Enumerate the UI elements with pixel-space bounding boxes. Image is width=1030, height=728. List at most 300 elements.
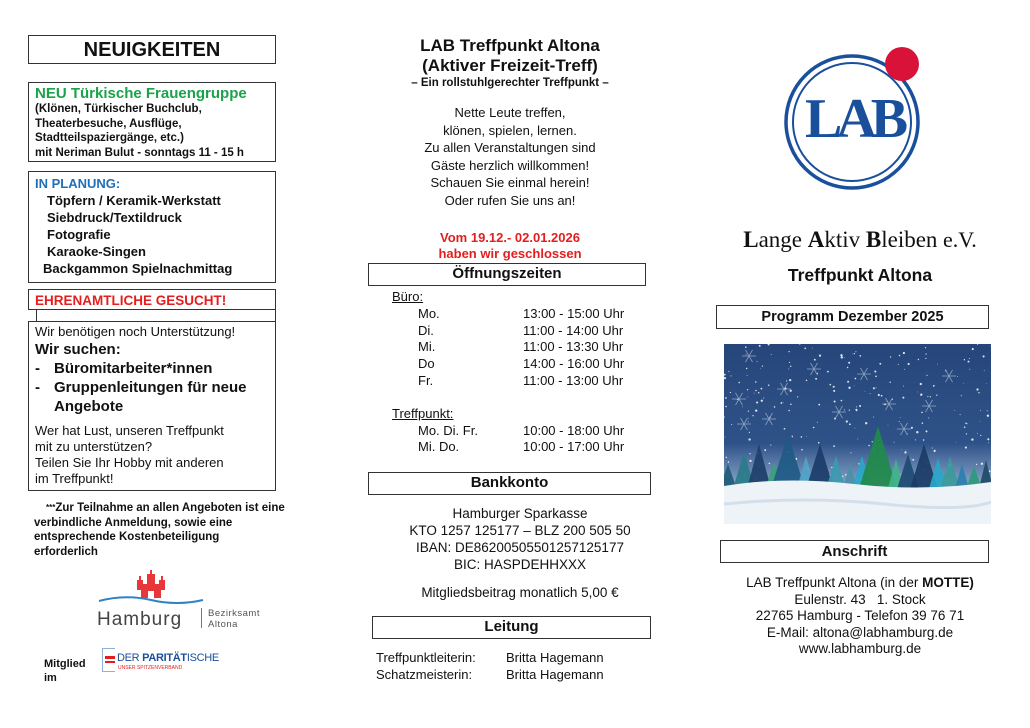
snow-dot (937, 364, 938, 365)
management-name: Britta Hagemann (506, 666, 604, 682)
snow-dot (762, 366, 763, 367)
bank-line: BIC: HASPDEHHXXX (453, 557, 587, 572)
meeting-label: Treffpunkt: (392, 405, 454, 421)
snow-dot (774, 406, 776, 408)
snow-dot (915, 439, 916, 440)
snow-dot (833, 390, 835, 392)
management-row (376, 650, 656, 667)
snow-dot (906, 450, 907, 451)
snow-dot (873, 417, 874, 418)
snow-dot (725, 397, 727, 399)
snow-dot (878, 394, 880, 396)
org-initial: L (743, 227, 759, 252)
location-title: Treffpunkt Altona (787, 265, 933, 285)
snow-dot (829, 470, 830, 471)
snow-dot (789, 362, 790, 363)
snow-dot (813, 427, 815, 429)
snow-dot (754, 393, 755, 394)
snow-dot (857, 438, 858, 439)
snow-dot (747, 375, 748, 376)
volunteers-seeking: Wir suchen: (35, 341, 121, 358)
snow-dot (923, 439, 925, 441)
snow-dot (904, 369, 905, 370)
snow-dot (933, 385, 935, 387)
snow-dot (965, 447, 967, 449)
page-title: LAB Treffpunkt Altona (420, 36, 600, 55)
volunteers-outro: im Treffpunkt! (35, 471, 114, 486)
snow-dot (976, 388, 978, 390)
snow-dot (987, 415, 989, 417)
snow-dot (925, 353, 926, 354)
hours-row (392, 356, 652, 373)
website-link[interactable]: www.labhamburg.de (798, 641, 922, 657)
snow-dot (834, 400, 836, 402)
snow-dot (898, 364, 899, 365)
snow-dot (783, 402, 784, 403)
snow-dot (865, 391, 866, 392)
snow-dot (964, 426, 966, 428)
hamburg-bezirksamt-logo (95, 570, 275, 630)
winter-forest-illustration (724, 344, 991, 524)
logo-divider (201, 608, 202, 628)
snow-dot (730, 392, 731, 393)
snow-dot (911, 459, 912, 460)
snow-dot (848, 387, 850, 389)
snow-dot (988, 442, 989, 443)
snow-dot (977, 433, 978, 434)
snow-dot (925, 358, 926, 359)
bank-line: Hamburger Sparkasse (452, 506, 588, 521)
snow-dot (925, 347, 926, 348)
snow-dot (847, 381, 849, 383)
hours-day: Mo. (418, 305, 440, 321)
turkish-group-line: mit Neriman Bulut - sonntags 11 - 15 h (35, 146, 244, 159)
snow-dot (748, 397, 749, 398)
snow-dot (725, 437, 726, 438)
hours-row (392, 373, 652, 390)
snow-dot (768, 385, 769, 386)
planning-item: Backgammon Spielnachmittag (43, 261, 233, 276)
snow-dot (849, 423, 851, 425)
bank-heading: Bankkonto (368, 472, 651, 495)
snow-dot (728, 461, 729, 462)
office-label: Büro: (392, 289, 424, 304)
snow-dot (763, 397, 764, 398)
address-line (700, 575, 1020, 592)
address-motte: MOTTE) (922, 575, 974, 590)
snow-dot (956, 442, 957, 443)
snow-dot (899, 421, 900, 422)
snow-dot (858, 463, 859, 464)
snow-dot (900, 417, 901, 418)
program-heading: Programm Dezember 2025 (716, 305, 989, 329)
volunteers-bullet (35, 359, 269, 378)
snow-dot (966, 423, 967, 424)
snow-dot (976, 464, 977, 465)
organization-name (700, 226, 1020, 254)
snow-dot (728, 462, 729, 463)
snow-dot (731, 424, 732, 425)
snow-dot (872, 441, 873, 442)
org-word: ange (758, 227, 808, 252)
address-heading: Anschrift (720, 540, 989, 563)
snow-dot (846, 420, 848, 422)
hours-time: 14:00 - 16:00 Uhr (523, 356, 625, 372)
closure-line: haben wir geschlossen (438, 246, 582, 261)
snow-dot (742, 407, 743, 408)
volunteers-box (28, 321, 276, 491)
snow-dot (903, 386, 904, 387)
closure-line: Vom 19.12.- 02.01.2026 (440, 230, 580, 245)
snow-dot (936, 395, 937, 396)
planning-item: Karaoke-Singen (47, 244, 146, 259)
address-line: Eulenstr. 43 1. Stock (794, 591, 926, 607)
snow-dot (769, 463, 771, 465)
snow-dot (788, 368, 789, 369)
member-label (44, 657, 86, 685)
snow-dot (833, 386, 835, 388)
paritaetische-logo (102, 648, 232, 674)
address-line: 22765 Hamburg - Telefon 39 76 71 (755, 608, 965, 624)
snow-dot (945, 369, 946, 370)
snow-dot (755, 409, 757, 411)
wordmark-part: PARITÄT (142, 652, 187, 664)
winter-forest-image (724, 344, 991, 524)
bank-line: IBAN: DE86200505501257125177 (416, 540, 624, 555)
lab-logo (780, 44, 930, 194)
hours-row (392, 339, 652, 356)
snow-dot (926, 430, 928, 432)
volunteers-outro: Wer hat Lust, unseren Treffpunkt (35, 423, 224, 438)
snow-dot (764, 449, 766, 451)
snow-dot (818, 404, 820, 406)
snow-dot (978, 392, 979, 393)
org-initial: B (865, 227, 882, 252)
note-line: verbindliche Anmeldung, sowie eine (34, 516, 233, 529)
org-word: ktiv (824, 227, 866, 252)
snow-dot (852, 354, 853, 355)
snow-dot (724, 374, 726, 376)
snow-dot (815, 378, 817, 380)
management-row (376, 667, 656, 684)
snow-dot (759, 345, 761, 347)
bank-details (360, 505, 680, 601)
snow-dot (961, 395, 962, 396)
welcome-line: Schauen Sie einmal herein! (430, 175, 590, 190)
snow-dot (901, 449, 902, 450)
snow-dot (814, 359, 816, 361)
snow-dot (818, 442, 820, 444)
bullet-text: Büromitarbeiter*innen (54, 360, 213, 377)
note-asterisks: *** (46, 503, 56, 512)
turkish-group-box (28, 82, 276, 162)
management-heading: Leitung (372, 616, 651, 639)
snow-dot (856, 406, 857, 407)
hours-day: Mi. Do. (418, 439, 460, 455)
snow-dot (969, 358, 970, 359)
snow-dot (731, 375, 732, 376)
planning-box (28, 171, 276, 283)
snow-dot (844, 409, 845, 410)
hours-day: Di. (418, 322, 434, 338)
turkish-group-line: (Klönen, Türkischer Buchclub, (35, 103, 202, 115)
management-name: Britta Hagemann (506, 650, 604, 665)
snow-dot (894, 442, 895, 443)
volunteers-intro: Wir benötigen noch Unterstützung! (35, 324, 236, 339)
bullet-dash: - (35, 379, 40, 396)
snow-dot (971, 438, 973, 440)
snow-dot (855, 428, 856, 429)
snow-dot (922, 422, 924, 424)
org-suffix: e.V. (937, 227, 977, 252)
snow-dot (856, 410, 858, 412)
snow-dot (907, 433, 908, 434)
turkish-group-line: Theaterbesuche, Ausflüge, (35, 117, 182, 130)
snow-dot (726, 457, 727, 458)
management-role: Schatzmeisterin: (376, 666, 473, 682)
snow-dot (806, 436, 807, 437)
snow-dot (921, 412, 923, 414)
member-line: im (44, 672, 57, 684)
snow-dot (827, 371, 829, 373)
snow-dot (964, 359, 965, 360)
hours-day: Mo. Di. Fr. (418, 422, 478, 438)
snow-dot (745, 346, 747, 348)
snow-dot (847, 367, 848, 368)
snow-dot (868, 445, 870, 447)
planning-item: Siebdruck/Textildruck (47, 210, 182, 225)
snow-dot (757, 361, 758, 362)
member-line: Mitglied (44, 658, 86, 670)
welcome-line: Oder rufen Sie uns an! (444, 192, 576, 208)
snow-dot (817, 422, 818, 423)
welcome-line: Nette Leute treffen, (454, 105, 566, 120)
snow-dot (854, 353, 855, 354)
snow-dot (848, 362, 850, 364)
snow-dot (755, 390, 756, 391)
snow-dot (920, 383, 922, 385)
snow-dot (954, 410, 955, 411)
snow-dot (916, 431, 918, 433)
intro-section (360, 36, 660, 209)
hours-time: 11:00 - 13:00 Uhr (523, 372, 624, 388)
snow-dot (789, 379, 791, 381)
note-line: Zur Teilnahme an allen Angeboten ist eine (55, 502, 285, 514)
planning-item: Fotografie (47, 227, 111, 242)
snow-dot (984, 370, 985, 371)
hours-day: Mi. (418, 339, 436, 355)
hours-time: 13:00 - 15:00 Uhr (523, 305, 625, 321)
snow-dot (968, 361, 970, 363)
snow-dot (903, 352, 905, 354)
snow-dot (926, 375, 927, 376)
snow-dot (841, 356, 843, 358)
snow-dot (797, 396, 798, 397)
snow-dot (801, 436, 803, 438)
accessibility-note: – Ein rollstuhlgerechter Treffpunkt – (411, 77, 609, 89)
registration-note (34, 501, 316, 559)
snow-dot (790, 366, 791, 367)
snow-dot (850, 452, 851, 453)
snow-dot (756, 401, 758, 403)
snow-dot (748, 421, 749, 422)
snow-dot (747, 389, 748, 390)
hours-row (392, 439, 652, 456)
snow-dot (780, 402, 782, 404)
snow-dot (899, 355, 901, 357)
bank-line: KTO 1257 125177 – BLZ 200 505 50 (409, 523, 631, 538)
snow-dot (749, 432, 750, 433)
opening-hours-heading: Öffnungszeiten (368, 263, 646, 286)
equals-icon-bar (105, 661, 115, 664)
page-subtitle: (Aktiver Freizeit-Treff) (422, 56, 598, 75)
wordmark-part: DER (117, 652, 143, 664)
snow-dot (750, 453, 751, 454)
snow-dot (918, 359, 919, 360)
hours-day: Do (418, 356, 435, 372)
planning-item: Töpfern / Keramik-Werkstatt (47, 193, 221, 208)
snow-dot (912, 459, 914, 461)
snow-dot (841, 400, 843, 402)
snow-dot (833, 445, 835, 447)
volunteers-heading: EHRENAMTLICHE GESUCHT! (28, 289, 276, 310)
snow-dot (986, 383, 987, 384)
hamburg-wordmark: Hamburg (97, 609, 183, 630)
snow-dot (870, 393, 871, 394)
snow-dot (819, 355, 821, 357)
snow-dot (928, 417, 929, 418)
bezirksamt-label: Bezirksamt (208, 608, 260, 619)
snow-dot (963, 383, 964, 384)
snow-dot (966, 433, 967, 434)
hours-row (392, 306, 652, 323)
bullet-text: Gruppenleitungen für neue Angebote (54, 379, 247, 415)
equals-icon (105, 656, 115, 659)
snow-dot (875, 375, 877, 377)
snow-dot (758, 392, 760, 394)
snow-dot (980, 435, 981, 436)
snow-dot (980, 421, 981, 422)
hours-row (392, 323, 652, 340)
snow-dot (790, 390, 792, 392)
snow-dot (911, 427, 913, 429)
snow-dot (728, 371, 729, 372)
email-link[interactable]: E-Mail: altona@labhamburg.de (766, 624, 954, 640)
hours-time: 11:00 - 14:00 Uhr (523, 322, 624, 338)
snow-dot (987, 410, 988, 411)
snow-dot (927, 396, 928, 397)
snow-dot (840, 354, 842, 356)
welcome-line: Zu allen Veranstaltungen sind (424, 140, 596, 155)
welcome-line: klönen, spielen, lernen. (443, 122, 577, 138)
snow-dot (748, 418, 749, 419)
hours-time: 11:00 - 13:30 Uhr (523, 339, 624, 355)
snow-dot (788, 410, 790, 412)
snow-dot (980, 410, 981, 411)
snow-dot (904, 451, 906, 453)
snow-dot (761, 400, 763, 402)
address-block (700, 575, 1020, 658)
snow-dot (806, 380, 808, 382)
snow-dot (812, 348, 813, 349)
snow-dot (990, 346, 991, 347)
snow-dot (746, 354, 747, 355)
snow-dot (725, 406, 727, 408)
snow-dot (888, 425, 889, 426)
snow-dot (859, 355, 861, 357)
snow-dot (855, 351, 856, 352)
snow-dot (879, 363, 881, 365)
snow-dot (748, 438, 750, 440)
snow-dot (969, 369, 970, 370)
snow-dot (755, 381, 756, 382)
membership-fee: Mitgliedsbeitrag monatlich 5,00 € (421, 585, 619, 600)
snow-dot (934, 450, 936, 452)
snow-dot (917, 392, 918, 393)
snow-dot (854, 386, 855, 387)
note-line: erforderlich (34, 545, 98, 558)
paritaetische-subline: UNSER SPITZENVERBAND (118, 665, 183, 671)
snow-dot (960, 414, 961, 415)
snow-dot (932, 448, 933, 449)
snow-dot (873, 387, 875, 389)
snow-dot (788, 351, 789, 352)
volunteers-outro: Teilen Sie Ihr Hobby mit anderen (35, 455, 224, 470)
snow-dot (746, 368, 747, 369)
snow-dot (890, 382, 891, 383)
snow-dot (831, 467, 832, 468)
snow-dot (881, 395, 883, 397)
altona-label: Altona (208, 619, 238, 630)
snow-dot (920, 394, 922, 396)
snow-dot (738, 382, 740, 384)
news-heading: NEUIGKEITEN (28, 35, 276, 64)
paritaetische-wordmark (117, 652, 219, 664)
lab-logo-text: LAB (805, 88, 903, 150)
snow-dot (760, 368, 761, 369)
turkish-group-line: Stadtteilspaziergänge, etc.) (35, 132, 184, 144)
opening-hours (392, 289, 652, 456)
turkish-group-title: NEU Türkische Frauengruppe (35, 85, 247, 102)
management-role: Treffpunktleiterin: (376, 650, 476, 665)
snow-dot (770, 445, 771, 446)
org-word: leiben (881, 227, 938, 252)
snow-dot (844, 357, 845, 358)
hours-day: Fr. (418, 372, 434, 388)
snow-dot (930, 396, 931, 397)
snow-dot (983, 355, 985, 357)
snow-dot (865, 422, 867, 424)
snow-dot (792, 436, 793, 437)
snow-dot (748, 410, 749, 411)
snow-dot (752, 415, 753, 416)
snow-dot (965, 423, 966, 424)
note-line: entsprechende Kostenbeteiligung (34, 531, 220, 543)
closure-notice (360, 230, 660, 262)
snow-dot (859, 405, 861, 407)
volunteers-bullet (35, 378, 269, 416)
welcome-line: Gäste herzlich willkommen! (430, 157, 590, 173)
snow-dot (890, 356, 891, 357)
snow-dot (908, 363, 910, 365)
snow-dot (849, 409, 850, 410)
snow-dot (845, 474, 847, 476)
wordmark-part: ISCHE (186, 652, 219, 664)
org-initial: A (807, 227, 825, 252)
snow-dot (981, 463, 983, 465)
hours-time: 10:00 - 17:00 Uhr (523, 439, 625, 455)
volunteers-outro: mit zu unterstützen? (35, 439, 153, 454)
